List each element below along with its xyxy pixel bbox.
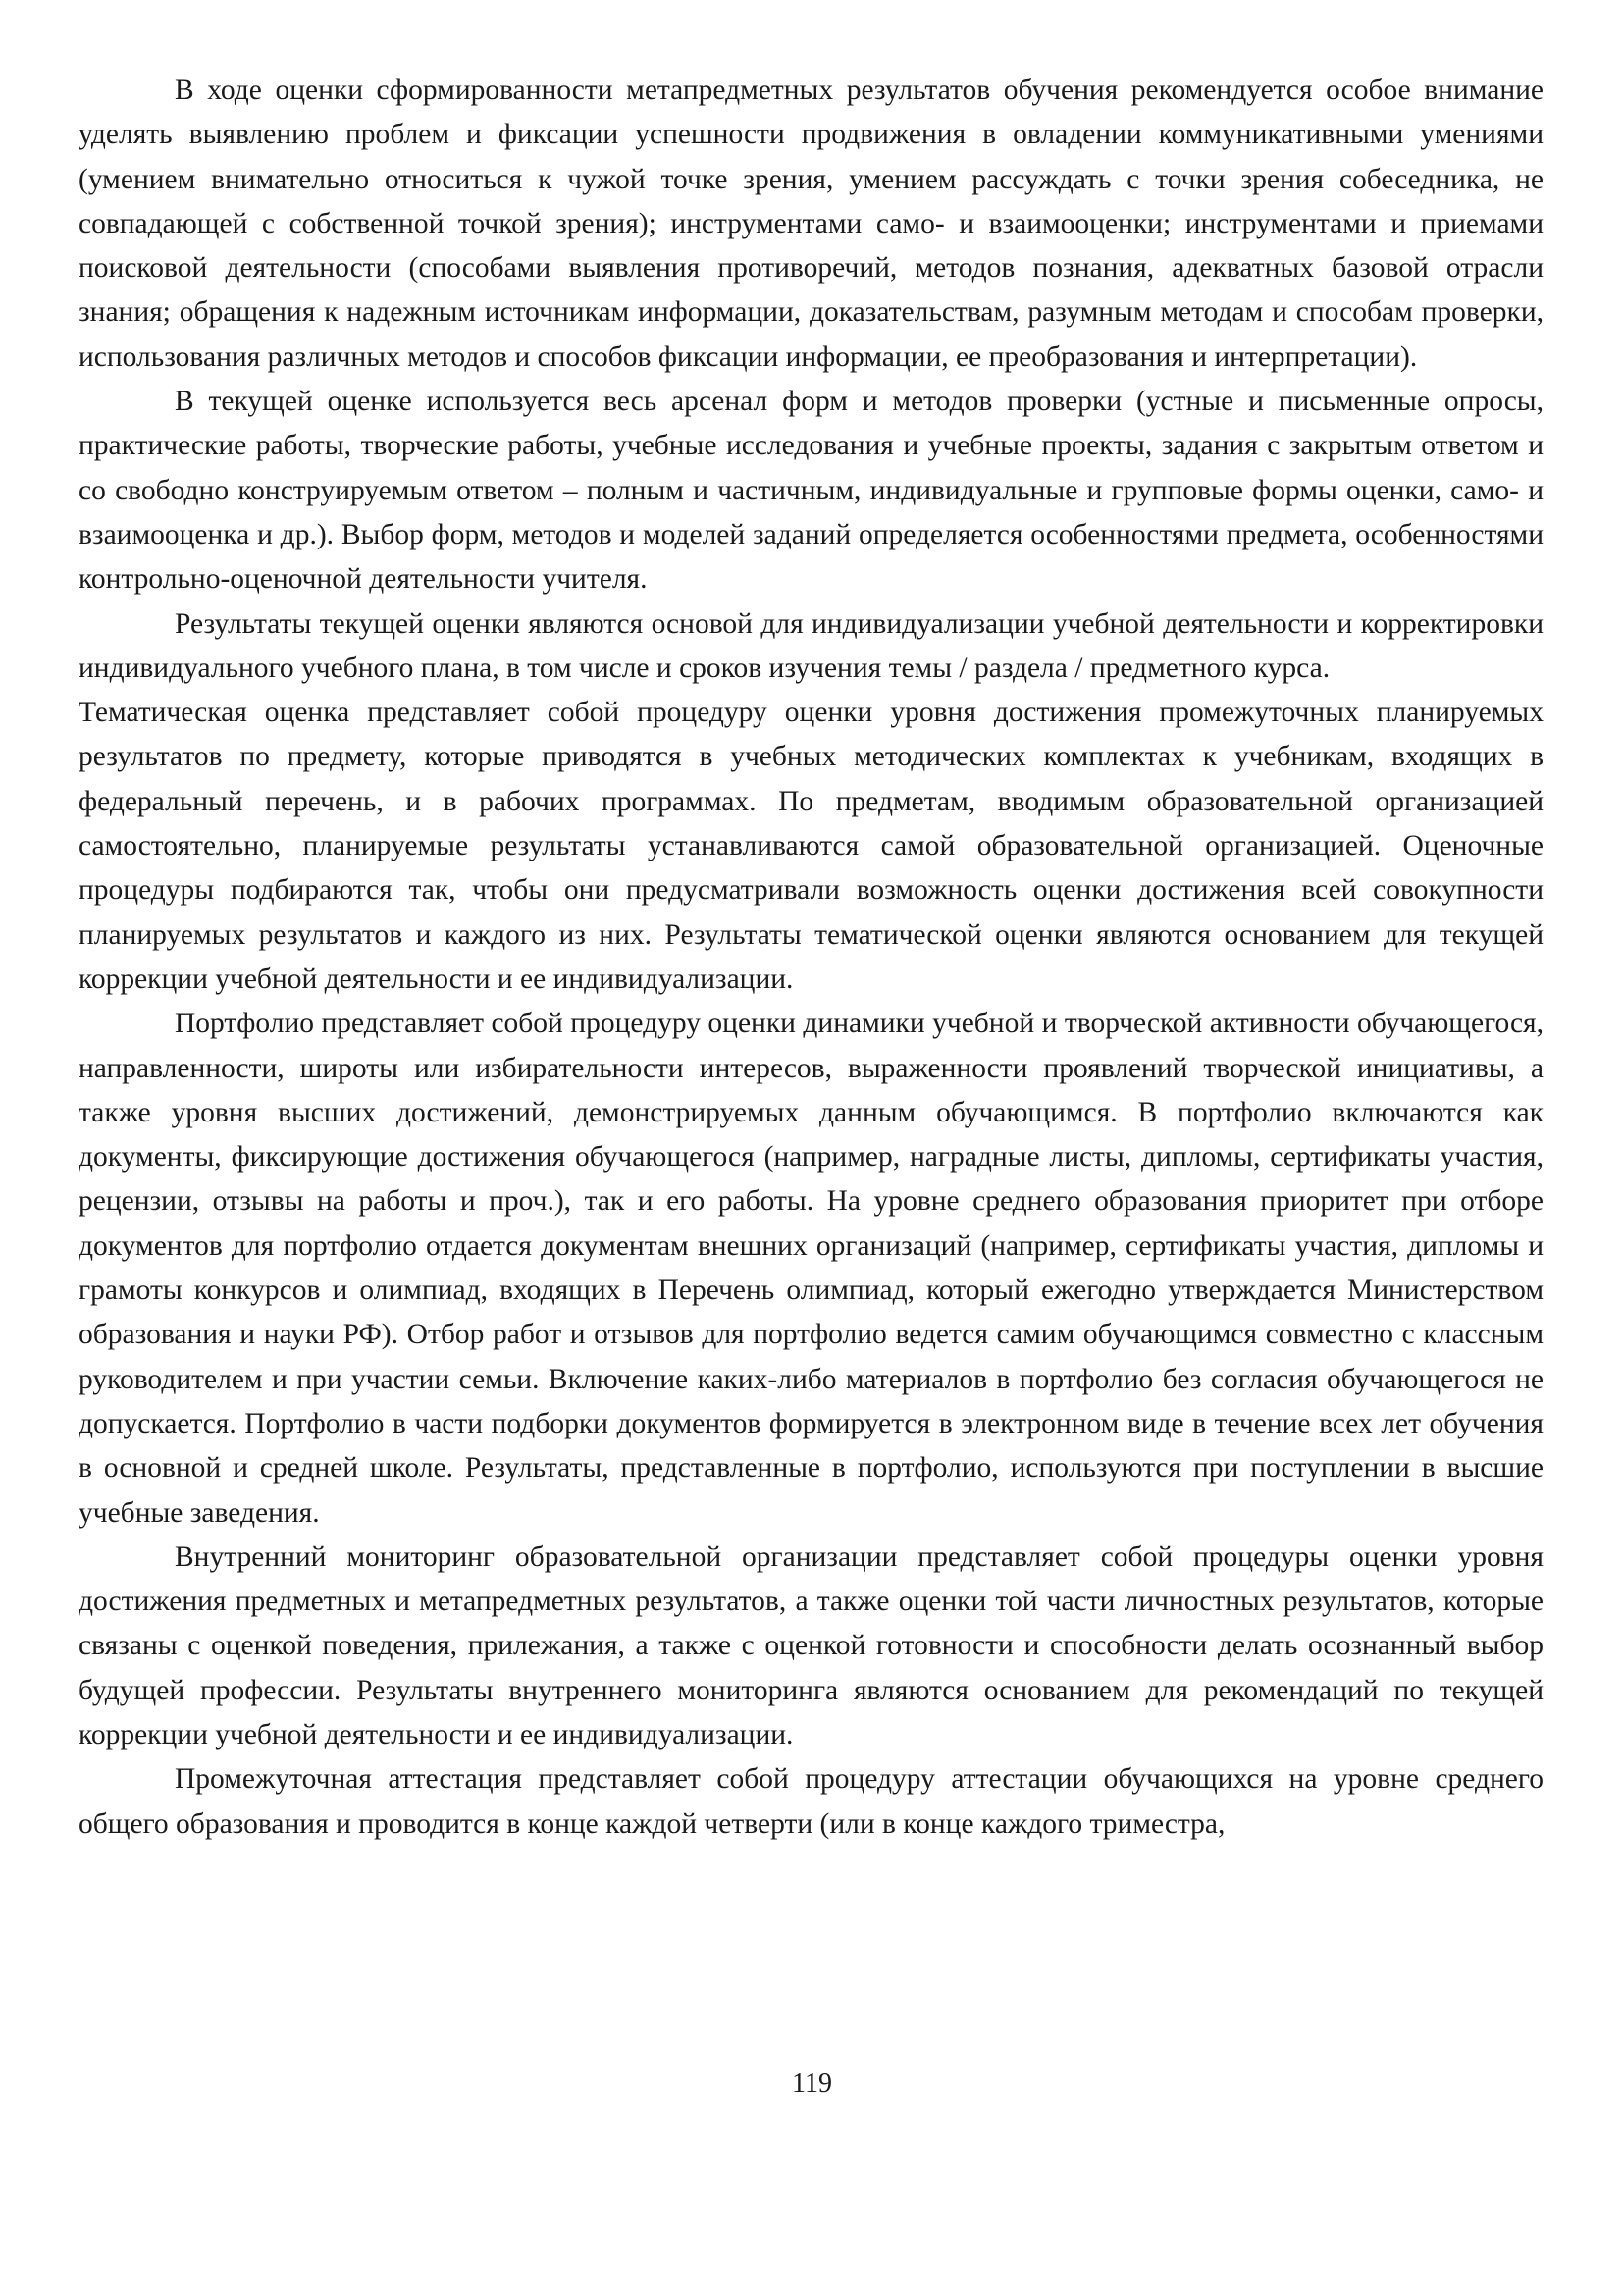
- paragraph-current-assessment: В текущей оценке используется весь арсенал форм и методов проверки (устные и письменные опросы, практические работы, творческие работы, учебные исследования и учебные проекты, задания с закрытым ответом и со свободно конструируемым ответом – полным и частичным, индивидуальные и групповые формы оценки, само- и взаимооценка и др.). Выбор форм, методов и моделей заданий определяется особенностями предмета, особенностями контрольно-оценочной деятельности учителя.: [79, 386, 1544, 596]
- page-number: 119: [792, 2068, 832, 2099]
- document-body: [79, 69, 1544, 1847]
- paragraph-portfolio: Портфолио представляет собой процедуру оценки динамики учебной и творческой активности обучающегося, направленности, широты или избирательности интересов, выраженности проявлений творческой инициативы, а также уровня высших достижений, демонстрируемых данным обучающимся. В портфолио включаются как документы, фиксирующие достижения обучающегося (например, наградные листы, дипломы, сертификаты участия, рецензии, отзывы на работы и проч.), так и его работы. На уровне среднего образования приоритет при отборе документов для портфолио отдается документам внешних организаций (например, сертификаты участия, дипломы и грамоты конкурсов и олимпиад, входящих в Перечень олимпиад, который ежегодно утверждается Министерством образования и науки РФ). Отбор работ и отзывов для портфолио ведется самим обучающимся совместно с классным руководителем и при участии семьи. Включение каких-либо материалов в портфолио без согласия обучающегося не допускается. Портфолио в части подборки документов формируется в электронном виде в течение всех лет обучения в основной и средней школе. Результаты, представленные в портфолио, используются при поступлении в высшие учебные заведения.: [79, 1008, 1544, 1529]
- paragraph-intermediate-attestation: Промежуточная аттестация представляет собой процедуру аттестации обучающихся на уровне среднего общего образования и проводится в конце каждой четверти (или в конце каждого триместра,: [79, 1763, 1544, 1840]
- paragraph-metasubject-assessment: В ходе оценки сформированности метапредметных результатов обучения рекомендуется особое внимание уделять выявлению проблем и фиксации успешности продвижения в овладении коммуникативными умениями (умением внимательно относиться к чужой точке зрения, умением рассуждать с точки зрения собеседника, не совпадающей с собственной точкой зрения); инструментами само- и взаимооценки; инструментами и приемами поисковой деятельности (способами выявления противоречий, методов познания, адекватных базовой отрасли знания; обращения к надежным источникам информации, доказательствам, разумным методам и способам проверки, использования различных методов и способов фиксации информации, ее преобразования и интерпретации).: [79, 75, 1544, 373]
- paragraph-current-results: Результаты текущей оценки являются основой для индивидуализации учебной деятельности и корректировки индивидуального учебного плана, в том числе и сроков изучения темы / раздела / предметного курса.: [79, 607, 1544, 684]
- paragraph-thematic-assessment: Тематическая оценка представляет собой процедуру оценки уровня достижения промежуточных планируемых результатов по предмету, которые приводятся в учебных методических комплектах к учебникам, входящих в федеральный перечень, и в рабочих программах. По предметам, вводимым образовательной организацией самостоятельно, планируемые результаты устанавливаются самой образовательной организацией. Оценочные процедуры подбираются так, чтобы они предусматривали возможность оценки достижения всей совокупности планируемых результатов и каждого из них. Результаты тематической оценки являются основанием для текущей коррекции учебной деятельности и ее индивидуализации.: [79, 697, 1544, 995]
- paragraph-internal-monitoring: Внутренний мониторинг образовательной организации представляет собой процедуры оценки уровня достижения предметных и метапредметных результатов, а также оценки той части личностных результатов, которые связаны с оценкой поведения, прилежания, а также с оценкой готовности и способности делать осознанный выбор будущей профессии. Результаты внутреннего мониторинга являются основанием для рекомендаций по текущей коррекции учебной деятельности и ее индивидуализации.: [79, 1540, 1544, 1750]
